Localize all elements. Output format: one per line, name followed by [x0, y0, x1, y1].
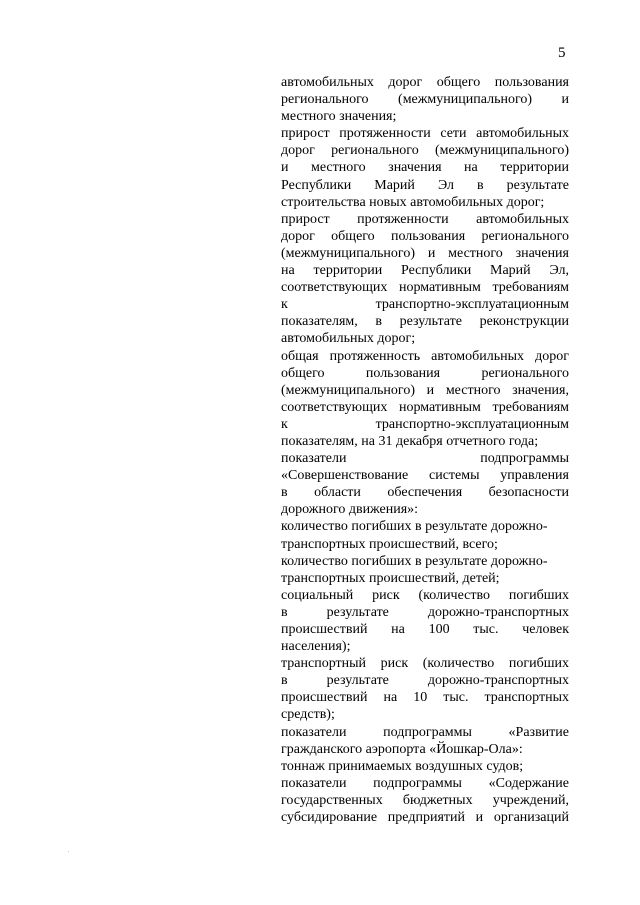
text-line: общего пользования регионального	[281, 365, 569, 381]
text-line: тоннаж принимаемых воздушных судов;	[281, 758, 524, 774]
text-line: и местного значения на территории	[281, 160, 569, 176]
text-line: автомобильных дорог;	[281, 331, 416, 347]
text-line: соответствующих нормативным требованиям	[281, 280, 569, 296]
text-line: (межмуниципального) и местного значения,	[281, 382, 569, 398]
text-line: субсидирование предприятий и организаций	[281, 810, 569, 826]
text-line: автомобильных дорог общего пользования	[281, 75, 569, 90]
text-line: строительства новых автомобильных дорог;	[281, 194, 545, 210]
text-line: количество погибших в результате дорожно-	[281, 519, 548, 535]
text-line: прирост протяженности автомобильных	[281, 211, 569, 227]
text-line: к транспортно-эксплуатационным	[281, 297, 569, 313]
text-line: «Совершенствование системы управления	[281, 468, 569, 484]
text-line: общая протяженность автомобильных дорог	[281, 348, 569, 364]
text-line: показателям, в результате реконструкции	[281, 314, 569, 330]
text-line: прирост протяженности сети автомобильных	[281, 126, 569, 142]
text-line: количество погибших в результате дорожно-	[281, 553, 548, 569]
text-line: транспортный риск (количество погибших	[281, 656, 569, 672]
text-line: на территории Республики Марий Эл,	[281, 263, 569, 279]
text-line: в результате дорожно-транспортных	[281, 604, 569, 620]
text-line: транспортных происшествий, всего;	[281, 536, 498, 552]
text-line: дорожного движения»:	[281, 502, 419, 518]
text-line: местного значения;	[281, 109, 397, 125]
text-line: к транспортно-эксплуатационным	[281, 416, 569, 432]
document-body	[281, 74, 569, 826]
text-line: государственных бюджетных учреждений,	[281, 792, 569, 808]
text-line: дорог регионального (межмуниципального)	[281, 143, 569, 159]
text-line: происшествий на 10 тыс. транспортных	[281, 690, 569, 706]
text-line: регионального (межмуниципального) и	[281, 92, 569, 108]
page-number: 5	[558, 45, 566, 61]
text-line: гражданского аэропорта «Йошкар-Ола»:	[281, 741, 523, 757]
text-line: населения);	[281, 639, 351, 655]
text-line: происшествий на 100 тыс. человек	[281, 622, 569, 637]
text-line: показатели подпрограммы «Развитие	[281, 724, 569, 740]
text-line: средств);	[281, 707, 335, 723]
text-line: показатели подпрограммы «Содержание	[281, 775, 569, 791]
text-line: показатели подпрограммы	[281, 451, 569, 467]
text-line: в результате дорожно-транспортных	[281, 673, 569, 689]
text-line: социальный риск (количество погибших	[281, 587, 569, 603]
text-line: соответствующих нормативным требованиям	[281, 399, 569, 415]
scan-speck	[68, 851, 69, 852]
text-line: дорог общего пользования регионального	[281, 228, 569, 244]
text-line: показателям, на 31 декабря отчетного года;	[281, 433, 539, 449]
text-line: (межмуниципального) и местного значения	[281, 245, 569, 261]
text-line: транспортных происшествий, детей;	[281, 570, 500, 586]
text-line: Республики Марий Эл в результате	[281, 177, 569, 193]
text-line: в области обеспечения безопасности	[281, 485, 569, 501]
